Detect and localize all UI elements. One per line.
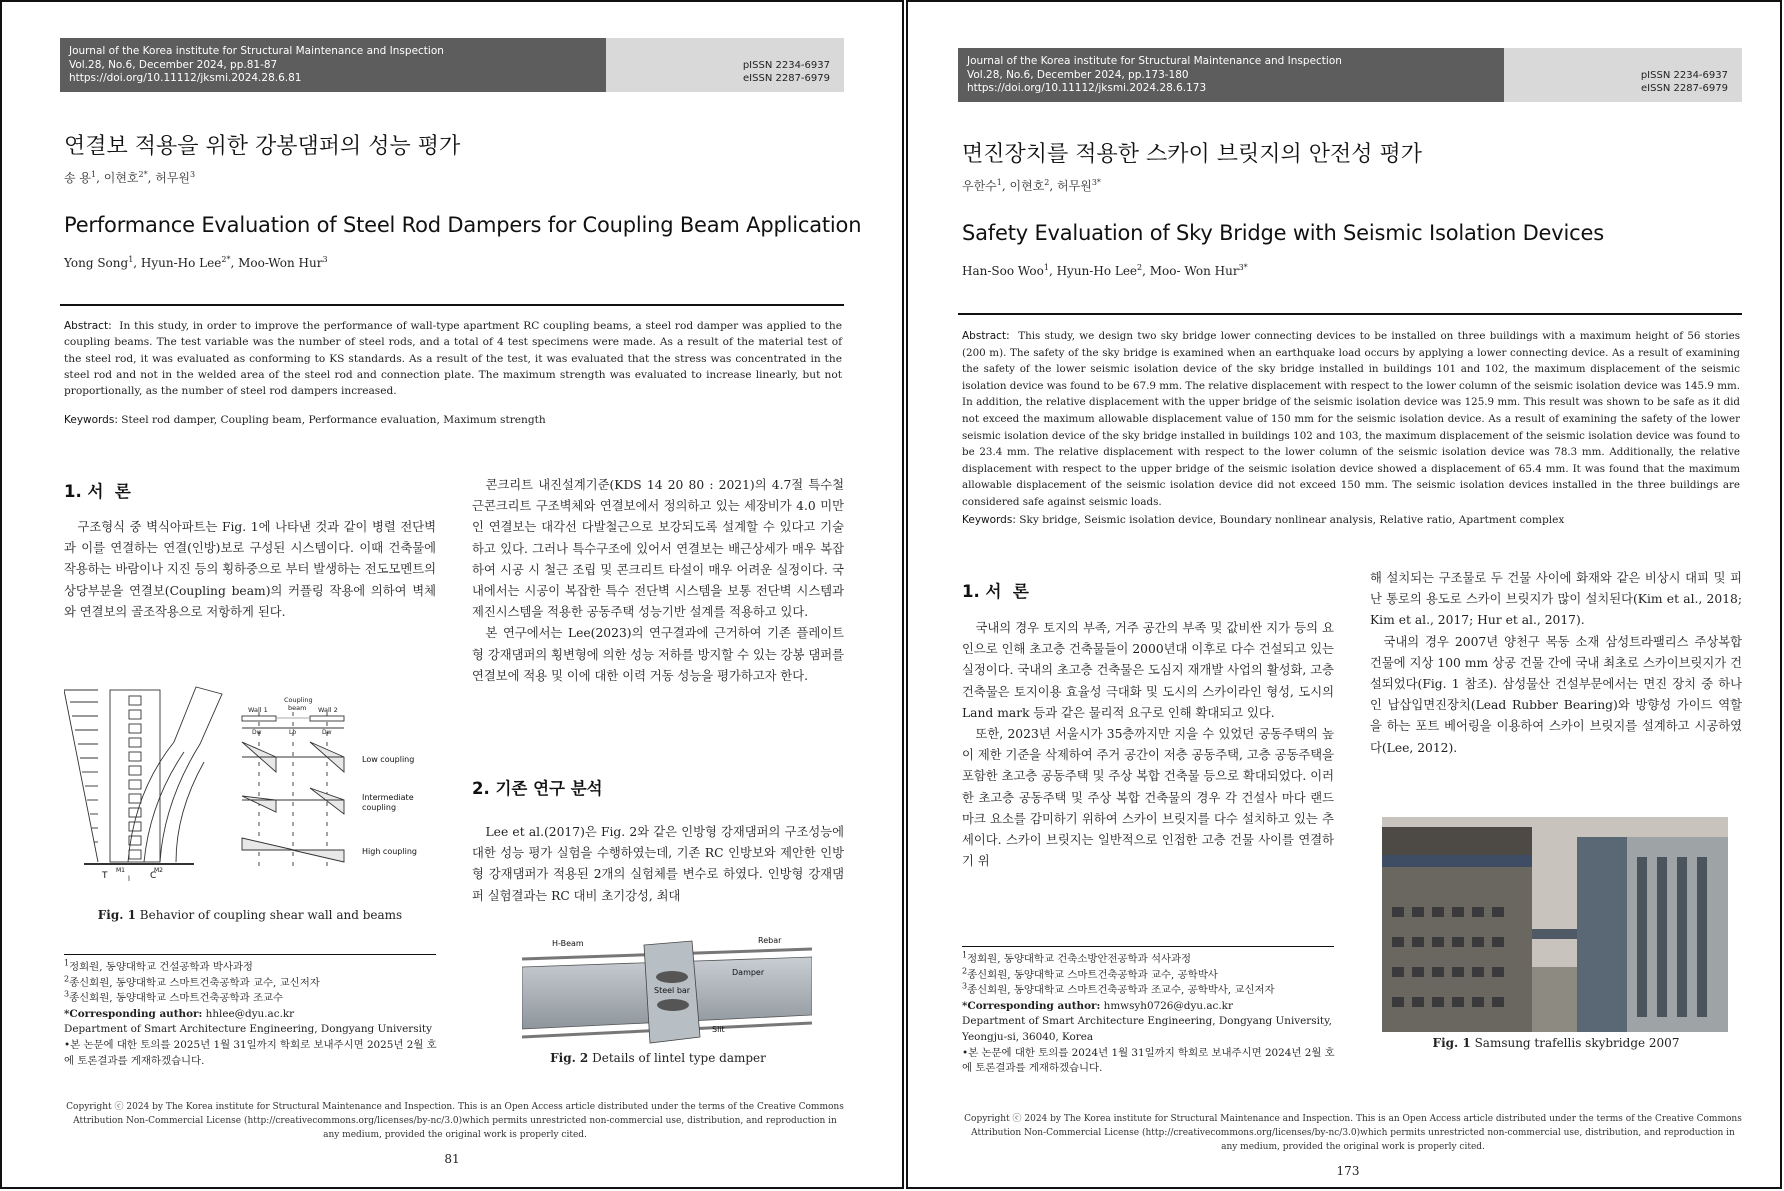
lateral-load-arrows bbox=[70, 702, 98, 842]
department: Department of Smart Architecture Engineering, Dongyang University bbox=[64, 1023, 432, 1036]
footnote-item: $^2$종신회원, 동양대학교 스마트건축공학과 교수, 공학박사 bbox=[962, 966, 1218, 981]
body-paragraph: 구조형식 중 벽식아파트는 Fig. 1에 나타낸 것과 같이 병렬 전단벽과 이를 연결하는 연결(인방)보로 구성된 시스템이다. 이때 건축물에 작용하는 바람이나 지진 등의 횡하중으로 부터 발생하는 전도모멘트의 상당부분을 연결보(Coupling beam)의 커플링 작용에 의하여 벽체와 연결보의 골조작용으로 저항하게 된다. bbox=[64, 520, 436, 619]
paper-title-korean: 면진장치를 적용한 스카이 브릿지의 안전성 평가 bbox=[962, 142, 1423, 167]
copyright-notice: Copyright ⓒ 2024 by The Korea institute for Structural Maintenance and Inspection. This is an Open Access article distributed under the terms of the Creative Commons Attribution Non-Commercial License (http://creativecommons.org/licenses/by-nc/3.0)which permits unrestricted non-commercial use, distribution, and reproduction in any medium, provided the original work is properly cited. bbox=[66, 1102, 844, 1140]
figure-1-caption: Fig. 1 Behavior of coupling shear wall and beams bbox=[97, 908, 403, 922]
abstract-text: In this study, in order to improve the performance of wall-type apartment RC coupling beams, a steel rod damper was applied to the coupling beams. The test variable was the number of steel rods, and a total of 4 test specimens were made. As a result of the material test of the steel rod, it was evaluated as conforming to KS standards. As a result of the test, it was evaluated that the stress was concentrated in the steel rod and not in the welded area of the steel rod and connection plate. The maximum strength was evaluated to increase linearly, but not proportionally, as the number of steel rod dampers increased. bbox=[64, 320, 842, 398]
fig1-label-dw: Dw bbox=[322, 729, 332, 736]
figure-2-caption: Fig. 2 Details of lintel type damper bbox=[550, 1051, 766, 1065]
fig1-label-lb: Lb bbox=[289, 729, 297, 736]
abstract-label: Abstract: bbox=[962, 330, 1010, 342]
paper-title-english: Safety Evaluation of Sky Bridge with Seismic Isolation Devices bbox=[962, 221, 1604, 245]
journal-header bbox=[958, 48, 1742, 102]
fig1-label-m1: M1 bbox=[116, 867, 125, 874]
section-heading: 2. 기존 연구 분석 bbox=[472, 779, 603, 798]
discussion-note: •본 논문에 대한 토의를 2024년 1월 31일까지 학회로 보내주시면 2024년 2월 호에 토론결과를 게재하겠습니다. bbox=[962, 1046, 1335, 1075]
journal-doi[interactable]: https://doi.org/10.11112/jksmi.2024.28.6.81 bbox=[69, 72, 302, 84]
author: Han-Soo Woo bbox=[962, 264, 1044, 278]
keywords-label: Keywords: bbox=[962, 514, 1016, 526]
department: Department of Smart Architecture Engineering, Dongyang University, Yeongju-si, 36040, Korea bbox=[962, 1015, 1332, 1043]
body-paragraph: 국내의 경우 토지의 부족, 거주 공간의 부족 및 값비싼 지가 등의 요인으로 인해 초고층 건축물들이 2000년대 이후로 다수 건설되고 있는 실정이다. 국내의 초고층 건축물은 도심지 재개발 사업의 활성화, 고층건축물은 토지이용 효율성 극대화 및 도시의 스카이라인 형성, 도시의 Land mark 등과 같은 물리적 요구로 인해 확대되고 있다. bbox=[962, 621, 1334, 720]
body-paragraph: Lee et al.(2017)은 Fig. 2와 같은 인방형 강재댐퍼의 구조성능에 대한 성능 평가 실험을 수행하였는데, 기존 RC 인방보와 제안한 인방형 강재댐퍼가 적용된 2개의 실험체를 변수로 하였다. 인방형 강재댐퍼 실험결과는 RC 대비 초기강성, 최대 bbox=[472, 825, 844, 903]
figure-1-skybridge-photo bbox=[1382, 817, 1728, 1032]
authors-korean: 우한수$^1$, 이현호$^2$, 허무원$^{3*}$ bbox=[962, 178, 1101, 193]
body-column-right-2 bbox=[472, 822, 844, 907]
fig1-label-c: C bbox=[150, 871, 157, 881]
footnote-item: $^1$정회원, 동양대학교 건설공학과 박사과정 bbox=[64, 958, 253, 973]
page-number: 81 bbox=[444, 1152, 460, 1166]
author: 우한수 bbox=[962, 179, 997, 193]
footnotes bbox=[962, 952, 1340, 1077]
author: Hyun-Ho Lee bbox=[140, 256, 222, 270]
fig1-label-wall2: Wall 2 bbox=[318, 706, 338, 714]
figure-1-caption: Fig. 1 Samsung trafellis skybridge 2007 bbox=[1432, 1036, 1680, 1050]
journal-volume: Vol.28, No.6, December 2024, pp.173-180 bbox=[967, 68, 1189, 81]
fig1-label-l: l bbox=[128, 875, 130, 882]
author: Moo-Won Hur bbox=[238, 256, 323, 270]
footnote-item: $^2$종신회원, 동양대학교 스마트건축공학과 교수, 교신저자 bbox=[64, 974, 320, 989]
author: 이현호 bbox=[1009, 179, 1045, 193]
coupling-beam-openings bbox=[129, 696, 141, 859]
fig2-label-rebar: Rebar bbox=[758, 937, 782, 945]
keywords-text: Steel rod damper, Coupling beam, Performance evaluation, Maximum strength bbox=[121, 414, 546, 426]
author: 허무원 bbox=[1057, 179, 1092, 193]
fig1-label-high-coupling: High coupling bbox=[362, 847, 417, 856]
fig2-label-slit: Slit bbox=[712, 1025, 725, 1034]
abstract-divider bbox=[958, 313, 1742, 315]
fig1-label-intermediate: Intermediate bbox=[362, 793, 414, 802]
eissn: eISSN 2287-6979 bbox=[1641, 82, 1728, 94]
body-paragraph: 또한, 2023년 서울시가 35층까지만 지을 수 있었던 공동주택의 높이 제한 기준을 삭제하여 주거 공간이 저층 공동주택, 고층 공동주택을 포함한 초고층 공동주택 및 주상 복합 건축물 등으로 확대되었다. 이러한 초고층 공동주택 및 주상 복합 건축물의 경우 각 건설사 마다 랜드마크 요소를 감미하기 위하여 스카이 브릿지를 다수 설치하고 있는 추세이다. 스카이 브릿지는 일반적으로 인접한 고층 건물 사이를 연결하기 위 bbox=[962, 727, 1334, 869]
fig1-label-low-coupling: Low coupling bbox=[362, 755, 415, 764]
body-paragraph: 콘크리트 내진설계기준(KDS 14 20 80 : 2021)의 4.7절 특수철근콘크리트 구조벽체와 연결보에서 정의하고 있는 세장비가 4.0 미만인 연결보는 대각선 다발철근으로 보강되도록 설계할 수 있다고 기술하고 있다. 그러나 특수구조에 있어서 연결보는 배근상세가 매우 복잡하여 시공 시 철근 조립 및 콘크리트 타설이 매우 어려운 실정이다. 국내에서는 시공이 복잡한 특수 전단벽 시스템을 보통 전단벽 시스템과 제진시스템을 적용한 공동주택 성능기반 설계를 적용하고 있다. bbox=[472, 478, 844, 620]
footnote-divider bbox=[962, 946, 1334, 947]
footnote-item: $^3$종신회원, 동양대학교 스마트건축공학과 조교수, 공학박사, 교신저자 bbox=[962, 981, 1275, 997]
abstract bbox=[962, 328, 1740, 511]
section-heading: 1. 서 론 bbox=[64, 482, 131, 501]
fig1-label-m2: M2 bbox=[154, 867, 163, 874]
right-tower bbox=[1577, 837, 1728, 1032]
fig1-label-t: T bbox=[102, 871, 108, 881]
body-column-right bbox=[1370, 568, 1742, 759]
body-paragraph: 해 설치되는 구조물로 두 건물 사이에 화재와 같은 비상시 대피 및 피난 통로의 용도로 스카이 브릿지가 많이 설치된다(Kim et al., 2018; Kim et al., 2017; Hur et al., 2017). bbox=[1370, 571, 1742, 628]
fig2-label-damper: Damper bbox=[732, 968, 765, 977]
pissn: pISSN 2234-6937 bbox=[1640, 70, 1728, 81]
fig1-label-coupling: Coupling bbox=[284, 696, 313, 704]
skybridge-shape bbox=[1532, 929, 1577, 939]
authors-english: Yong Song$^1$, Hyun-Ho Lee$^{2*}$, Moo-Won Hur$^3$ bbox=[64, 255, 328, 270]
journal-header bbox=[60, 38, 844, 92]
journal-name: Journal of the Korea institute for Structural Maintenance and Inspection bbox=[69, 45, 444, 57]
discussion-note: •본 논문에 대한 토의를 2025년 1월 31일까지 학회로 보내주시면 2025년 2월 호에 토론결과를 게재하겠습니다. bbox=[64, 1038, 437, 1067]
left-tower bbox=[1382, 827, 1532, 1032]
footnotes bbox=[64, 960, 444, 1069]
keywords bbox=[962, 514, 1564, 526]
body-paragraph: 본 연구에서는 Lee(2023)의 연구결과에 근거하여 기존 플레이트형 강재댐퍼의 횡변형에 의한 성능 저하를 방지할 수 있는 강봉 댐퍼를 연결보에 적용 및 이에 대한 이력 거동 성능을 평가하고자 한다. bbox=[472, 626, 844, 683]
keywords bbox=[64, 414, 546, 426]
page-number: 173 bbox=[1336, 1164, 1360, 1178]
copyright-notice: Copyright ⓒ 2024 by The Korea institute for Structural Maintenance and Inspection. This is an Open Access article distributed under the terms of the Creative Commons Attribution Non-Commercial License (http://creativecommons.org/licenses/by-nc/3.0)which permits unrestricted non-commercial use, distribution, and reproduction in any medium, provided the original work is properly cited. bbox=[964, 1114, 1742, 1152]
corresponding-email[interactable]: hhlee@dyu.ac.kr bbox=[205, 1007, 295, 1020]
footnote-divider bbox=[64, 954, 436, 955]
abstract-divider bbox=[60, 304, 844, 306]
corresponding-author: *Corresponding author: hhlee@dyu.ac.kr bbox=[64, 1007, 295, 1020]
fig1-label-dw: Dw bbox=[252, 729, 262, 736]
body-paragraph: 국내의 경우 2007년 양천구 목동 소재 삼성트라팰리스 주상복합 건물에 지상 100 mm 상공 건물 간에 국내 최초로 스카이브릿지가 건설되었다(Fig. 1 참조). 삼성물산 건설부문에서는 면진 장치 중 하나인 납삽입면진장치(Lead Rubber Bearing)와 방향성 가이드 역할을 하는 포트 베어링을 이용하여 스카이 브릿지를 설계하고 시공하였다(Lee, 2012). bbox=[1370, 634, 1742, 755]
journal-volume: Vol.28, No.6, December 2024, pp.81-87 bbox=[69, 58, 278, 71]
paper-title-korean: 연결보 적용을 위한 강봉댐퍼의 성능 평가 bbox=[64, 134, 461, 159]
author: 허무원 bbox=[155, 171, 191, 185]
figure-1-coupling-diagram bbox=[64, 682, 444, 882]
pissn: pISSN 2234-6937 bbox=[742, 60, 830, 71]
abstract bbox=[64, 318, 842, 399]
author: 송 용 bbox=[64, 171, 91, 185]
journal-header-info bbox=[60, 38, 606, 92]
eissn: eISSN 2287-6979 bbox=[743, 72, 830, 84]
issn-box bbox=[1504, 48, 1742, 102]
author: Moo- Won Hur bbox=[1149, 264, 1239, 278]
fig1-label-wall1: Wall 1 bbox=[248, 706, 268, 714]
authors-english: Han-Soo Woo$^1$, Hyun-Ho Lee$^2$, Moo- Won Hur$^{3*}$ bbox=[962, 263, 1248, 278]
journal-name: Journal of the Korea institute for Structural Maintenance and Inspection bbox=[967, 55, 1342, 67]
paper-page-173 bbox=[906, 0, 1782, 1189]
fig1-label-intermediate-coupling: coupling bbox=[362, 803, 397, 812]
figure-2-lintel-damper bbox=[522, 937, 812, 1047]
paper-title-english: Performance Evaluation of Steel Rod Dampers for Coupling Beam Application bbox=[64, 213, 862, 237]
authors-korean: 송 용$^1$, 이현호$^{2*}$, 허무원$^3$ bbox=[64, 170, 196, 185]
fig1-label-beam: beam bbox=[288, 704, 307, 712]
author: Yong Song bbox=[64, 256, 129, 270]
author: Hyun-Ho Lee bbox=[1056, 264, 1138, 278]
abstract-text: This study, we design two sky bridge lower connecting devices to be installed on three buildings with a maximum height of 56 stories (200 m). The safety of the sky bridge is examined when an earthquake load occurs by applying a lower connecting device. As a result of examining the safety of the lower seismic isolation device of the sky bridge installed in buildings 101 and 102, the maximum displacement of the seismic isolation device was found to be 67.9 mm. The relative displacement with respect to the lower column of the seismic isolation device was 145.9 mm. In addition, the relative displacement with the upper bridge of the seismic isolation device was 125.9 mm. This result was shown to be safe as it did not exceed the maximum allowable displacement value of 150 mm for the seismic isolation device. As a result of examining the safety of the lower seismic isolation device of the sky bridge installed in buildings 102 and 103, the maximum displacement of the seismic isolation device was found to be 23.4 mm. The relative displacement with respect to the lower column of the seismic isolation device was 78.3 mm. Additionally, the relative displacement with respect to the upper bridge of the seismic isolation device showed a displacement of 65.4 mm. It was found that the maximum allowable displacement of the seismic isolation device did not exceed 150 mm. The seismic isolation devices installed in the three buildings are considered safe against seismic loads. bbox=[962, 330, 1740, 508]
keywords-label: Keywords: bbox=[64, 414, 118, 426]
footnote-item: $^3$종신회원, 동양대학교 스마트건축공학과 조교수 bbox=[64, 989, 284, 1005]
journal-header-info bbox=[958, 48, 1504, 102]
body-column-right bbox=[472, 475, 844, 687]
corresponding-email[interactable]: hmwsyh0726@dyu.ac.kr bbox=[1103, 999, 1233, 1012]
body-column-left bbox=[64, 517, 436, 623]
issn-box bbox=[606, 38, 844, 92]
fig2-label-steelbar: Steel bar bbox=[654, 986, 691, 995]
fig2-label-hbeam: H-Beam bbox=[552, 939, 584, 948]
corresponding-author: *Corresponding author: hmwsyh0726@dyu.ac.kr bbox=[962, 999, 1233, 1012]
author: 이현호 bbox=[103, 171, 139, 185]
abstract-label: Abstract: bbox=[64, 320, 112, 332]
footnote-item: $^1$정회원, 동양대학교 건축소방안전공학과 석사과정 bbox=[962, 950, 1192, 965]
body-column-left bbox=[962, 618, 1334, 872]
keywords-text: Sky bridge, Seismic isolation device, Boundary nonlinear analysis, Relative ratio, Apartment complex bbox=[1019, 514, 1565, 526]
section-heading: 1. 서 론 bbox=[962, 582, 1029, 601]
journal-doi[interactable]: https://doi.org/10.11112/jksmi.2024.28.6.173 bbox=[967, 82, 1207, 94]
